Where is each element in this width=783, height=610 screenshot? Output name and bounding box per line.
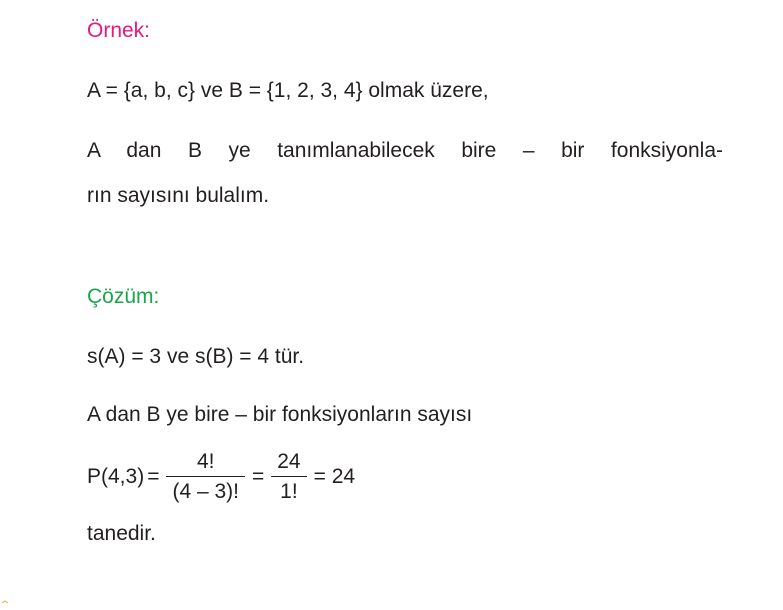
- corner-mark: [2, 600, 8, 604]
- fraction-value: [271, 450, 306, 505]
- fraction-factorial: [166, 450, 245, 505]
- formula-equals-1: =: [147, 465, 160, 488]
- fraction-factorial-numerator: 4!: [196, 449, 215, 473]
- permutation-formula: [87, 446, 358, 508]
- formula-lhs: P(4,3): [87, 465, 145, 488]
- fraction-value-denominator: 1!: [280, 480, 298, 504]
- solution-heading: Çözüm:: [87, 285, 160, 308]
- fraction-factorial-denominator: (4 – 3)!: [172, 480, 239, 504]
- example-heading: Örnek:: [87, 19, 151, 42]
- example-question-line-2: rın sayısını bulalım.: [87, 184, 270, 207]
- example-sets-line: A = {a, b, c} ve B = {1, 2, 3, 4} olmak üzere,: [87, 79, 489, 102]
- solution-count-line: A dan B ye bire – bir fonksiyonların sayısı: [87, 403, 473, 426]
- fraction-value-numerator: 24: [277, 449, 301, 473]
- solution-conclusion-line: tanedir.: [87, 522, 156, 545]
- formula-equals-2: =: [251, 465, 265, 488]
- formula-result: = 24: [313, 465, 356, 488]
- solution-cardinality-line: s(A) = 3 ve s(B) = 4 tür.: [87, 345, 305, 368]
- example-question-line-1: A dan B ye tanımlanabilecek bire – bir fonksiyonla-: [87, 139, 723, 162]
